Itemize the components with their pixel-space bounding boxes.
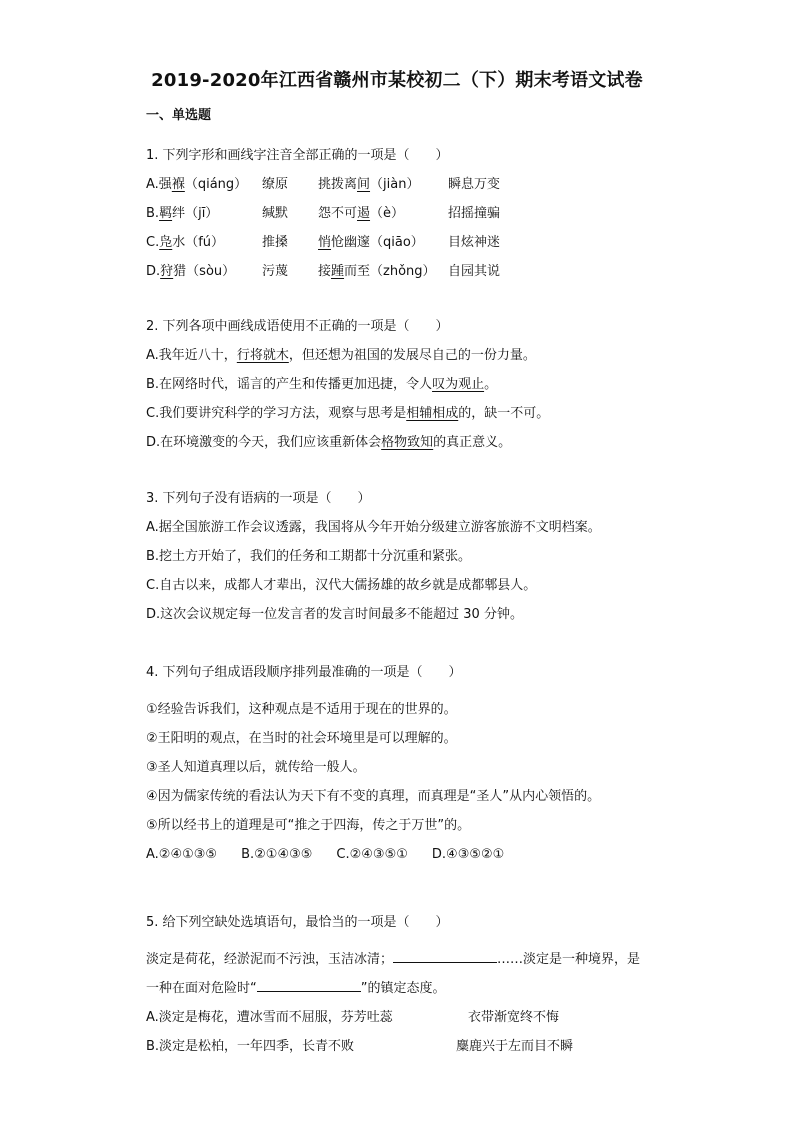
question-stem: 5. 给下列空缺处选填语句，最恰当的一项是（ ）	[146, 915, 449, 930]
question-stem: 4. 下列句子组成语段顺序排列最准确的一项是（ ）	[146, 665, 462, 680]
option-c: C.我们要讲究科学的学习方法，观察与思考是相辅相成的，缺一不可。	[146, 406, 550, 421]
section-heading: 一、单选题	[146, 108, 212, 123]
option-c: C.②④③⑤①	[336, 847, 408, 862]
option-d: D.狩猎（sòu） 污蔑 接踵而至（zhǒng） 自园其说	[146, 264, 501, 279]
sentence-2: ②王阳明的观点，在当时的社会环境里是可以理解的。	[146, 731, 457, 746]
option-b: B.在网络时代，谣言的产生和传播更加迅捷，令人叹为观止。	[146, 377, 498, 392]
passage-line-1: 淡定是荷花，经淤泥而不污浊，玉洁冰清； ……淡定是一种境界，是	[146, 945, 686, 974]
fill-blank-2	[257, 977, 361, 992]
question-1	[146, 141, 686, 286]
document-title: 2019-2020年江西省赣州市某校初二（下）期末考语文试卷	[151, 70, 643, 91]
fill-blank-1	[393, 948, 497, 963]
question-5	[146, 908, 686, 1061]
question-3	[146, 484, 686, 629]
option-a: A.②④①③⑤	[146, 847, 218, 862]
option-a: A.我年近八十，行将就木，但还想为祖国的发展尽自己的一份力量。	[146, 348, 536, 363]
option-b: B.②①④③⑤	[241, 847, 313, 862]
sentence-1: ①经验告诉我们，这种观点是不适用于现在的世界的。	[146, 702, 457, 717]
sentence-3: ③圣人知道真理以后，就传给一般人。	[146, 760, 366, 775]
option-a: A.淡定是梅花，遭冰雪而不屈服，芬芳吐蕊 衣带渐宽终不悔	[146, 1010, 560, 1025]
passage-line-2: 一种在面对危险时“ ”的镇定态度。	[146, 974, 686, 1003]
option-a: A.据全国旅游工作会议透露，我国将从今年开始分级建立游客旅游不文明档案。	[146, 520, 601, 535]
option-d: D.在环境激变的今天，我们应该重新体会格物致知的真正意义。	[146, 435, 512, 450]
option-c: C.自古以来，成都人才辈出，汉代大儒扬雄的故乡就是成都郫县人。	[146, 578, 537, 593]
question-2	[146, 312, 686, 457]
option-b: B.淡定是松柏，一年四季，长青不败 麋鹿兴于左而目不瞬	[146, 1039, 574, 1054]
option-a: A.强褓（qiáng） 缭原 挑拨离间（jiàn） 瞬息万变	[146, 177, 501, 192]
option-c: C.凫水（fú） 推搡 悄怆幽邃（qiāo） 目炫神迷	[146, 235, 501, 250]
option-d: D.④③⑤②①	[431, 847, 505, 862]
answer-options	[146, 840, 686, 869]
option-b: B.羁绊（jī） 缄默 怨不可遏（è） 招摇撞骗	[146, 206, 501, 221]
option-b: B.挖土方开始了，我们的任务和工期都十分沉重和紧张。	[146, 549, 472, 564]
sentence-4: ④因为儒家传统的看法认为天下有不变的真理，而真理是“圣人”从内心领悟的。	[146, 789, 601, 804]
option-d: D.这次会议规定每一位发言者的发言时间最多不能超过 30 分钟。	[146, 607, 523, 622]
question-4	[146, 658, 686, 869]
question-stem: 1. 下列字形和画线字注音全部正确的一项是（ ）	[146, 148, 449, 163]
sentence-5: ⑤所以经书上的道理是可“推之于四海，传之于万世”的。	[146, 818, 471, 833]
question-stem: 3. 下列句子没有语病的一项是（ ）	[146, 491, 371, 506]
question-stem: 2. 下列各项中画线成语使用不正确的一项是（ ）	[146, 319, 449, 334]
